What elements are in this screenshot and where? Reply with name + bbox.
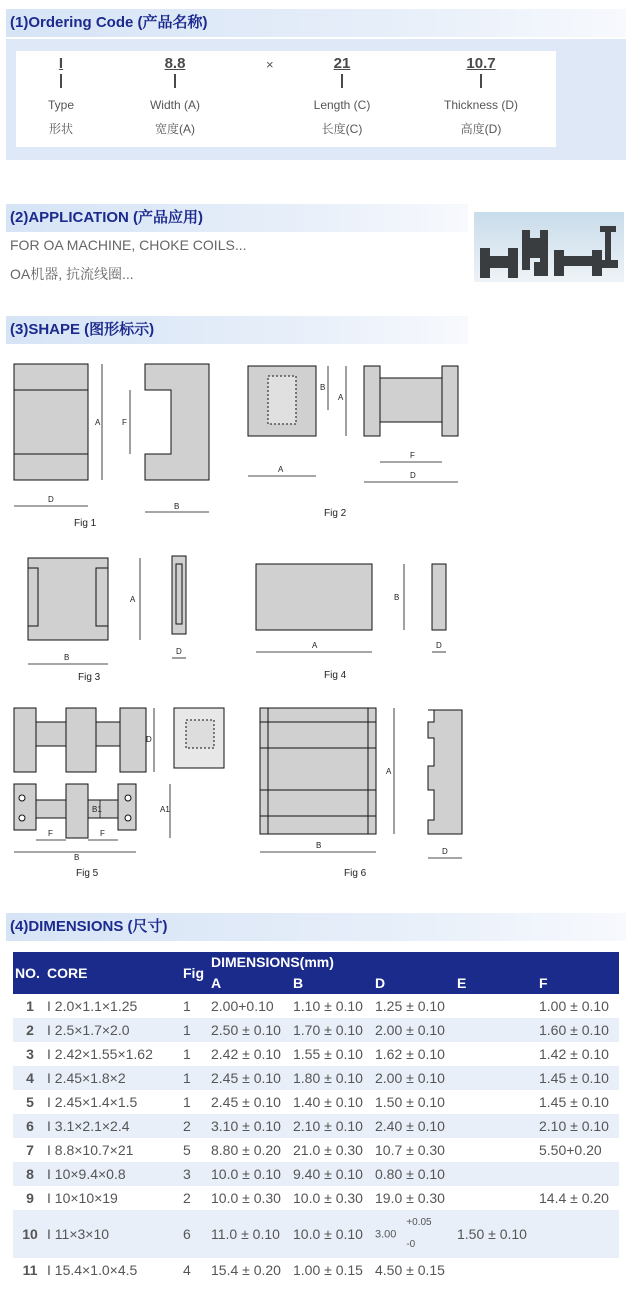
table-row [13,994,619,1018]
fig3-label: Fig 3 [78,672,101,683]
table-row [13,1138,619,1162]
fig1-dim-b: B [174,502,180,511]
row-b: 10.0 ± 0.10 [293,1210,375,1258]
row-e [457,1162,539,1186]
row-fig: 2 [183,1114,211,1138]
row-core: I 2.0×1.1×1.25 [47,994,183,1018]
code-col-width [115,51,235,137]
table-row [13,1258,619,1282]
row-core: I 15.4×1.0×4.5 [47,1258,183,1282]
row-b: 1.00 ± 0.15 [293,1258,375,1282]
fig2-dim-a2: A [338,393,344,402]
fig4-label: Fig 4 [324,670,347,681]
row-e: 1.50 ± 0.10 [457,1210,539,1258]
code-length-label: Length (C) [313,98,371,112]
row-d: 1.25 ± 0.10 [375,994,457,1018]
row-no: 11 [13,1258,47,1282]
col-no: NO. [13,952,47,994]
row-f: 5.50+0.20 [539,1138,619,1162]
fig5-dim-f1: F [48,829,53,838]
code-tick [480,74,482,88]
fig5-dim-a1: A1 [160,805,170,814]
code-width-value: 8.8 [164,55,186,72]
row-fig: 5 [183,1138,211,1162]
row-e [457,1042,539,1066]
row-core: I 2.45×1.4×1.5 [47,1090,183,1114]
row-f [539,1210,619,1258]
row-e [457,1258,539,1282]
code-width-label-zh: 宽度(A) [155,122,195,136]
row-b: 1.40 ± 0.10 [293,1090,375,1114]
ordering-code-panel [6,39,626,160]
application-heading: (2)APPLICATION (产品应用) [6,204,468,232]
row-a: 8.80 ± 0.20 [211,1138,293,1162]
code-type-value: I [58,55,64,72]
application-text-en: FOR OA MACHINE, CHOKE COILS... [10,237,247,253]
row-b: 9.40 ± 0.10 [293,1162,375,1186]
fig3-dim-b: B [64,653,70,662]
application-text-zh: OA机器, 抗流线圈... [10,266,134,282]
row-core: I 10×10×19 [47,1186,183,1210]
fig5-dim-d: D [146,735,152,744]
fig1-dim-f: F [122,418,127,427]
fig6-core-side [428,710,462,834]
row-f [539,1162,619,1186]
code-thickness-label: Thickness (D) [443,98,518,112]
row-f: 1.45 ± 0.10 [539,1066,619,1090]
col-core: CORE [47,952,183,994]
col-e: E [457,972,539,994]
row-no: 6 [13,1114,47,1138]
row-d-base: 3.00 [375,1228,397,1241]
table-row [13,1018,619,1042]
row-e [457,1018,539,1042]
row-a: 2.42 ± 0.10 [211,1042,293,1066]
fig4-dim-d: D [436,641,442,650]
fig6-dim-a: A [386,767,392,776]
row-core: I 2.45×1.8×2 [47,1066,183,1090]
row-a: 10.0 ± 0.10 [211,1162,293,1186]
row-fig: 2 [183,1186,211,1210]
row-d: 2.00 ± 0.10 [375,1066,457,1090]
row-d-tolerance [406,1212,431,1256]
row-d: 10.7 ± 0.30 [375,1138,457,1162]
code-col-thickness [421,51,541,137]
fig1-core-front [14,364,88,480]
fig6-core-front [260,708,376,834]
row-b: 1.55 ± 0.10 [293,1042,375,1066]
row-e [457,1186,539,1210]
row-fig: 1 [183,994,211,1018]
fig1-label: Fig 1 [74,518,97,529]
row-no: 9 [13,1186,47,1210]
dimensions-table [13,952,619,1282]
code-tick [60,74,62,88]
fig4-dim-a: A [312,641,318,650]
row-no: 4 [13,1066,47,1090]
fig5-core-top [14,708,36,772]
fig4-core-side [432,564,446,630]
row-f: 1.45 ± 0.10 [539,1090,619,1114]
shape-drawings [0,350,640,890]
col-dimensions: DIMENSIONS(mm) [211,952,619,972]
row-no: 10 [13,1210,47,1258]
row-a: 2.45 ± 0.10 [211,1090,293,1114]
row-b: 10.0 ± 0.30 [293,1186,375,1210]
code-thickness-value: 10.7 [466,55,496,72]
row-b: 2.10 ± 0.10 [293,1114,375,1138]
row-no: 7 [13,1138,47,1162]
product-photo [474,212,624,282]
code-width-label: Width (A) [149,98,200,112]
row-d: 2.40 ± 0.10 [375,1114,457,1138]
fig2-core-side-left [364,366,380,436]
row-no: 1 [13,994,47,1018]
row-a: 3.10 ± 0.10 [211,1114,293,1138]
row-core: I 2.42×1.55×1.62 [47,1042,183,1066]
col-fig: Fig [183,952,211,994]
fig3-dim-d: D [176,647,182,656]
row-d: 0.80 ± 0.10 [375,1162,457,1186]
row-b: 1.70 ± 0.10 [293,1018,375,1042]
times-sign: × [266,57,274,72]
row-fig: 3 [183,1162,211,1186]
row-a: 2.00+0.10 [211,994,293,1018]
table-row [13,1042,619,1066]
ordering-code-heading: (1)Ordering Code (产品名称) [6,9,626,37]
row-no: 2 [13,1018,47,1042]
row-core: I 2.5×1.7×2.0 [47,1018,183,1042]
fig4-dim-b: B [394,593,400,602]
fig5-dim-b1: B1 [92,805,102,814]
row-d-minus: -0 [406,1239,416,1250]
col-f: F [539,972,619,994]
row-e [457,1114,539,1138]
table-row [13,1186,619,1210]
row-fig: 6 [183,1210,211,1258]
row-fig: 4 [183,1258,211,1282]
row-no: 3 [13,1042,47,1066]
col-b: B [293,972,375,994]
row-a: 2.50 ± 0.10 [211,1018,293,1042]
row-f: 14.4 ± 0.20 [539,1186,619,1210]
fig2-dim-d: D [410,471,416,480]
shape-heading: (3)SHAPE (图形标示) [6,316,468,344]
fig5-label: Fig 5 [76,868,99,879]
fig2-dim-b: B [320,383,326,392]
fig1-dim-a: A [95,418,101,427]
fig2-core-side-right [442,366,458,436]
fig2-dim-a: A [278,465,284,474]
row-fig: 1 [183,1090,211,1114]
row-b: 1.10 ± 0.10 [293,994,375,1018]
table-row [13,1210,619,1258]
row-d: 1.62 ± 0.10 [375,1042,457,1066]
row-core: I 11×3×10 [47,1210,183,1258]
row-fig: 1 [183,1018,211,1042]
row-a: 15.4 ± 0.20 [211,1258,293,1282]
row-core: I 3.1×2.1×2.4 [47,1114,183,1138]
code-tick [341,74,343,88]
fig4-core-front [256,564,372,630]
row-a: 11.0 ± 0.10 [211,1210,293,1258]
ordering-code-box [16,51,556,147]
row-no: 5 [13,1090,47,1114]
row-f: 1.60 ± 0.10 [539,1018,619,1042]
row-b: 21.0 ± 0.30 [293,1138,375,1162]
fig2-dim-f: F [410,451,415,460]
table-row [13,1162,619,1186]
row-core: I 8.8×10.7×21 [47,1138,183,1162]
code-col-length [282,51,402,137]
fig3-dim-a: A [130,595,136,604]
fig5-core-bottom [14,784,36,830]
code-thickness-label-zh: 高度(D) [460,122,502,136]
code-type-label: Type [47,98,74,112]
fig6-dim-b: B [316,841,322,850]
row-fig: 1 [183,1042,211,1066]
code-col-type [1,51,121,137]
table-row [13,1090,619,1114]
row-e [457,1090,539,1114]
fig2-label: Fig 2 [324,508,347,519]
row-e [457,1066,539,1090]
code-length-label-zh: 长度(C) [321,122,363,136]
product-photo-image [474,212,624,282]
col-d: D [375,972,457,994]
row-d: 19.0 ± 0.30 [375,1186,457,1210]
row-a: 2.45 ± 0.10 [211,1066,293,1090]
row-d: 2.00 ± 0.10 [375,1018,457,1042]
row-e [457,1138,539,1162]
row-no: 8 [13,1162,47,1186]
row-f [539,1258,619,1282]
dimensions-heading: (4)DIMENSIONS (尺寸) [6,913,626,941]
col-a: A [211,972,293,994]
row-f: 1.00 ± 0.10 [539,994,619,1018]
row-d-plus: +0.05 [406,1217,432,1228]
row-e [457,994,539,1018]
fig6-dim-d: D [442,847,448,856]
code-length-value: 21 [333,55,351,72]
table-row [13,1114,619,1138]
fig5-dim-b: B [74,853,80,862]
row-core: I 10×9.4×0.8 [47,1162,183,1186]
row-f: 1.42 ± 0.10 [539,1042,619,1066]
row-b: 1.80 ± 0.10 [293,1066,375,1090]
code-type-label-zh: 形状 [48,122,73,136]
row-fig: 1 [183,1066,211,1090]
fig6-label: Fig 6 [344,868,367,879]
fig5-dim-f2: F [100,829,105,838]
row-d [375,1210,457,1258]
row-a: 10.0 ± 0.30 [211,1186,293,1210]
row-d: 1.50 ± 0.10 [375,1090,457,1114]
code-tick [174,74,176,88]
fig1-core-side [145,364,209,480]
table-row [13,1066,619,1090]
fig1-dim-d: D [48,495,54,504]
row-d: 4.50 ± 0.15 [375,1258,457,1282]
row-f: 2.10 ± 0.10 [539,1114,619,1138]
